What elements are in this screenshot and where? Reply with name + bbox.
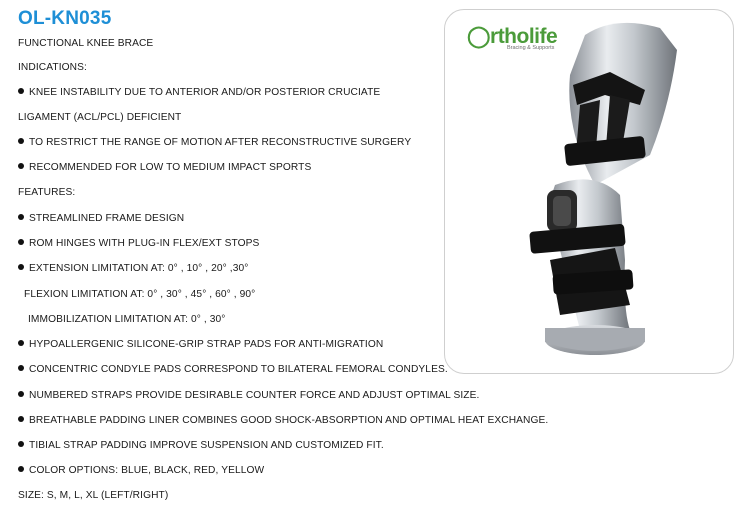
feature-item-sub: IMMOBILIZATION LIMITATION AT: 0° , 30° <box>28 314 226 325</box>
indication-item: KNEE INSTABILITY DUE TO ANTERIOR AND/OR POSTERIOR CRUCIATE <box>18 87 380 98</box>
bullet-icon <box>18 365 24 371</box>
product-photo <box>444 9 734 374</box>
bullet-icon <box>18 441 24 447</box>
size-info: SIZE: S, M, L, XL (LEFT/RIGHT) <box>18 490 169 501</box>
features-heading: FEATURES: <box>18 187 76 198</box>
feature-item-sub: FLEXION LIMITATION AT: 0° , 30° , 45° , 60° , 90° <box>24 289 256 300</box>
bullet-icon <box>18 239 24 245</box>
bullet-icon <box>18 340 24 346</box>
bullet-icon <box>18 416 24 422</box>
bullet-icon <box>18 391 24 397</box>
product-subtitle: FUNCTIONAL KNEE BRACE <box>18 38 154 49</box>
feature-item: NUMBERED STRAPS PROVIDE DESIRABLE COUNTER FORCE AND ADJUST OPTIMAL SIZE. <box>18 390 479 401</box>
brand-tagline: Bracing & Supports <box>507 45 555 51</box>
bullet-icon <box>18 138 24 144</box>
feature-item: HYPOALLERGENIC SILICONE-GRIP STRAP PADS FOR ANTI-MIGRATION <box>18 339 383 350</box>
bullet-icon <box>18 264 24 270</box>
feature-item: CONCENTRIC CONDYLE PADS CORRESPOND TO BILATERAL FEMORAL CONDYLES. <box>18 364 448 375</box>
indication-item: TO RESTRICT THE RANGE OF MOTION AFTER RECONSTRUCTIVE SURGERY <box>18 137 411 148</box>
feature-item: EXTENSION LIMITATION AT: 0° , 10° , 20° ,30° <box>18 263 248 274</box>
brand-logo <box>467 24 557 51</box>
bullet-icon <box>18 88 24 94</box>
bullet-icon <box>18 466 24 472</box>
bullet-icon <box>18 214 24 220</box>
feature-item: COLOR OPTIONS: BLUE, BLACK, RED, YELLOW <box>18 465 264 476</box>
brand-wordmark: ◯rtholife <box>467 25 558 48</box>
indications-heading: INDICATIONS: <box>18 62 87 73</box>
indication-item-continued: LIGAMENT (ACL/PCL) DEFICIENT <box>18 112 182 123</box>
knee-brace-illustration <box>445 10 733 373</box>
feature-item: ROM HINGES WITH PLUG-IN FLEX/EXT STOPS <box>18 238 259 249</box>
feature-item: BREATHABLE PADDING LINER COMBINES GOOD SHOCK-ABSORPTION AND OPTIMAL HEAT EXCHANGE. <box>18 415 548 426</box>
feature-item: TIBIAL STRAP PADDING IMPROVE SUSPENSION AND CUSTOMIZED FIT. <box>18 440 384 451</box>
product-code-title: OL-KN035 <box>18 8 112 29</box>
indication-item: RECOMMENDED FOR LOW TO MEDIUM IMPACT SPORTS <box>18 162 311 173</box>
bullet-icon <box>18 163 24 169</box>
feature-item: STREAMLINED FRAME DESIGN <box>18 213 184 224</box>
